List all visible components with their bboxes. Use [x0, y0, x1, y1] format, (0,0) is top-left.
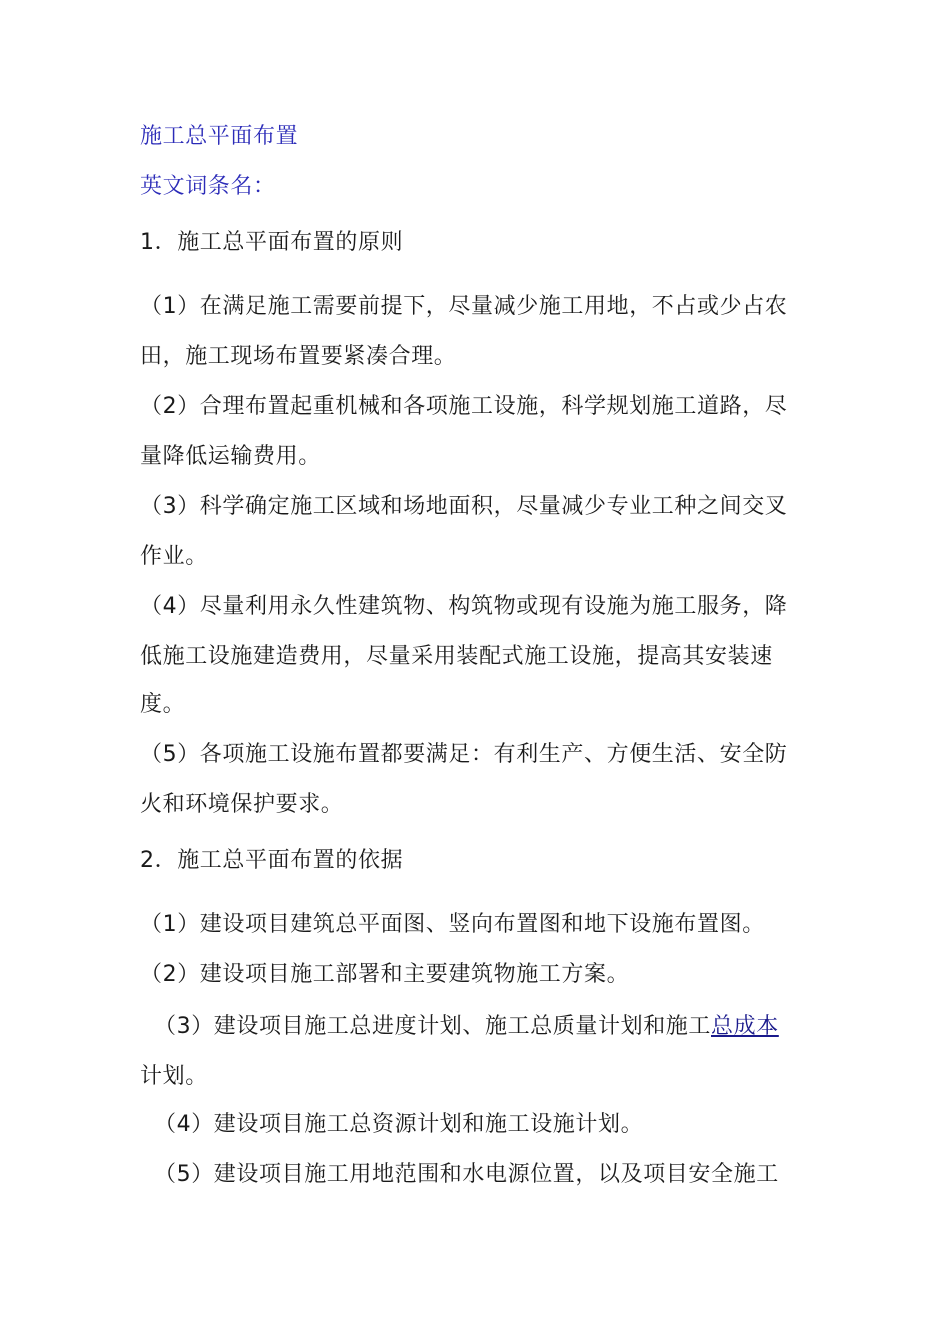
section-2-heading: 2．施工总平面布置的依据	[140, 848, 404, 873]
paragraph-line: （3）科学确定施工区域和场地面积，尽量减少专业工种之间交叉	[140, 494, 788, 519]
paragraph-text: （3）建设项目施工总进度计划、施工总质量计划和施工	[154, 1014, 711, 1039]
section-1-heading: 1．施工总平面布置的原则	[140, 230, 404, 255]
paragraph-line: （5）各项施工设施布置都要满足：有利生产、方便生活、安全防	[140, 742, 788, 767]
paragraph-line: （4）尽量利用永久性建筑物、构筑物或现有设施为施工服务，降	[140, 594, 788, 619]
paragraph-line: 计划。	[140, 1064, 208, 1089]
paragraph-line: 量降低运输费用。	[140, 444, 321, 469]
paragraph-line: （1）在满足施工需要前提下，尽量减少施工用地，不占或少占农	[140, 294, 788, 319]
paragraph-line: 火和环境保护要求。	[140, 792, 344, 817]
paragraph-line: （2）建设项目施工部署和主要建筑物施工方案。	[140, 962, 630, 987]
paragraph-line: 度。	[140, 692, 186, 717]
paragraph-line: 田，施工现场布置要紧凑合理。	[140, 344, 457, 369]
paragraph-line: （1）建设项目建筑总平面图、竖向布置图和地下设施布置图。	[140, 912, 765, 937]
paragraph-line: 低施工设施建造费用，尽量采用装配式施工设施，提高其安装速	[140, 644, 773, 669]
document-title: 施工总平面布置	[140, 124, 299, 149]
english-term-label: 英文词条名：	[140, 174, 276, 199]
paragraph-line: 作业。	[140, 544, 208, 569]
paragraph-line	[154, 1012, 779, 1042]
paragraph-line: （4）建设项目施工总资源计划和施工设施计划。	[154, 1112, 644, 1137]
paragraph-line: （5）建设项目施工用地范围和水电源位置，以及项目安全施工	[154, 1162, 779, 1187]
total-cost-link[interactable]: 总成本	[711, 1014, 779, 1039]
paragraph-line: （2）合理布置起重机械和各项施工设施，科学规划施工道路，尽	[140, 394, 788, 419]
